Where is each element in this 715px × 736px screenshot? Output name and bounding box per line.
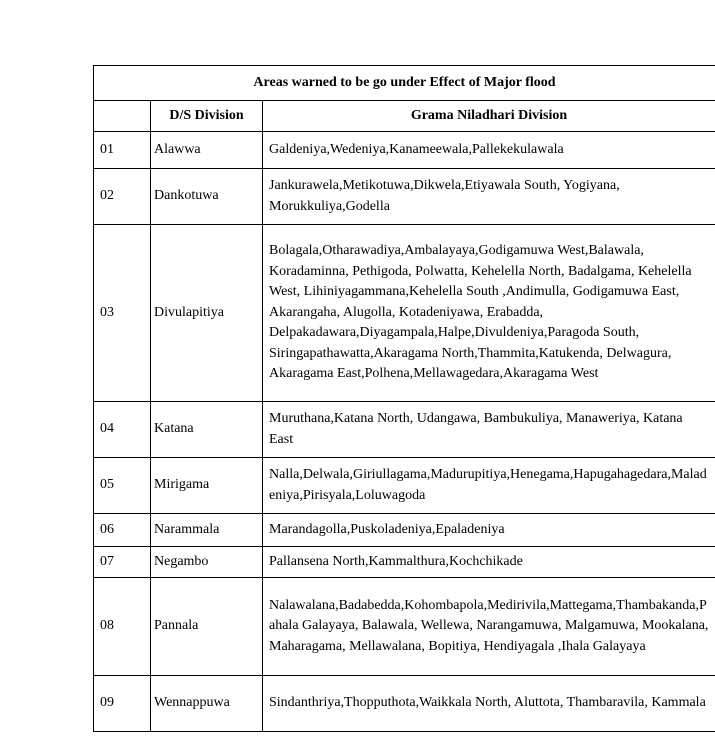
table-row [94, 402, 715, 458]
ds-division-name: Narammala [151, 514, 263, 547]
table-row [94, 547, 715, 578]
table-row [94, 169, 715, 225]
flood-warning-table [93, 65, 715, 732]
ds-division-name: Pannala [151, 578, 263, 676]
header-no [94, 101, 151, 132]
row-number: 06 [94, 514, 151, 547]
gn-division-list: Muruthana,Katana North, Udangawa, Bambukuliya, Manaweriya, Katana East [263, 402, 715, 458]
row-number: 07 [94, 547, 151, 578]
row-number: 03 [94, 225, 151, 402]
row-number: 09 [94, 676, 151, 732]
gn-division-list: Nalawalana,Badabedda,Kohombapola,Medirivila,Mattegama,Thambakanda,Pahala Galayaya, Balawala, Wellewa, Narangamuwa, Malgamuwa, Mookalana, Maharagama, Mellawalana, Bopitiya, Hendiyagala ,Ihala Galayaya [263, 578, 715, 676]
ds-division-name: Alawwa [151, 132, 263, 169]
title-row [94, 66, 715, 101]
gn-division-list: Marandagolla,Puskoladeniya,Epaladeniya [263, 514, 715, 547]
gn-division-list: Sindanthriya,Thopputhota,Waikkala North, Aluttota, Thambaravila, Kammala [263, 676, 715, 732]
row-number: 01 [94, 132, 151, 169]
table-title: Areas warned to be go under Effect of Major flood [94, 66, 715, 101]
row-number: 04 [94, 402, 151, 458]
gn-division-list: Pallansena North,Kammalthura,Kochchikade [263, 547, 715, 578]
table-row [94, 676, 715, 732]
header-row [94, 101, 715, 132]
table-row [94, 225, 715, 402]
ds-division-name: Katana [151, 402, 263, 458]
ds-division-name: Negambo [151, 547, 263, 578]
ds-division-name: Dankotuwa [151, 169, 263, 225]
table-row [94, 578, 715, 676]
header-ds-division: D/S Division [151, 101, 263, 132]
row-number: 05 [94, 458, 151, 514]
table-row [94, 132, 715, 169]
ds-division-name: Wennappuwa [151, 676, 263, 732]
row-number: 02 [94, 169, 151, 225]
gn-division-list: Galdeniya,Wedeniya,Kanameewala,Pallekekulawala [263, 132, 715, 169]
ds-division-name: Mirigama [151, 458, 263, 514]
row-number: 08 [94, 578, 151, 676]
header-gn-division: Grama Niladhari Division [263, 101, 715, 132]
gn-division-list: Bolagala,Otharawadiya,Ambalayaya,Godigamuwa West,Balawala, Koradaminna, Pethigoda, Polwatta, Kehelella North, Badalgama, Kehelella West, Lihiniyagammana,Kehelella South ,Andimulla, Godigamuwa East, Akarangaha, Alugolla, Kotadeniyawa, Erabadda, Delpakadawara,Diyagampala,Halpe,Divuldeniya,Paragoda South, Siringapathawatta,Akaragama North,Thammita,Katukenda, Delwagura, Akaragama East,Polhena,Mellawagedara,Akaragama West [263, 225, 715, 402]
table-row [94, 514, 715, 547]
gn-division-list: Nalla,Delwala,Giriullagama,Madurupitiya,Henegama,Hapugahagedara,Maladeniya,Pirisyala,Loluwagoda [263, 458, 715, 514]
table-row [94, 458, 715, 514]
gn-division-list: Jankurawela,Metikotuwa,Dikwela,Etiyawala South, Yogiyana, Morukkuliya,Godella [263, 169, 715, 225]
ds-division-name: Divulapitiya [151, 225, 263, 402]
